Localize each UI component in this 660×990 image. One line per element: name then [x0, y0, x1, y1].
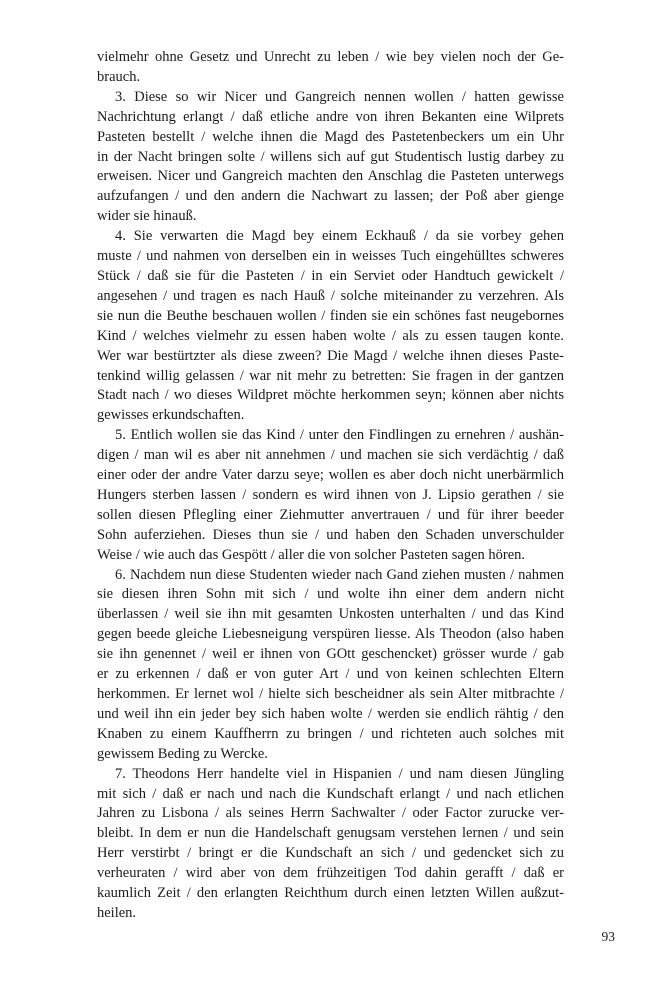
text-line: vielmehr ohne Gesetz und Unrecht zu leben / wie bey vielen noch der Ge-	[97, 49, 564, 65]
paragraph	[97, 227, 564, 426]
text-line: gewissem Beding zu Wercke.	[97, 745, 268, 762]
text-line: wider sie hinauß.	[97, 208, 197, 225]
text-line: kaumlich Zeit / den erlangten Reichthum durch einen letzten Willen außzut-	[97, 885, 564, 902]
text-line: verheuraten / wird aber von dem frühzeitigen Tod dahin gerafft / daß er	[97, 865, 564, 882]
text-line: Jahren zu Lisbona / als seines Herrn Sachwalter / oder Factor zurucke ver-	[97, 805, 564, 822]
text-line: aufzufangen / und den andern die Nachwart zu lassen; der Poß aber gienge	[97, 188, 564, 205]
text-line: angesehen / und tragen es nach Hauß / solche miteinander zu verzehren. Als	[97, 287, 564, 304]
text-line: 7. Theodons Herr handelte viel in Hispanien / und nam diesen Jüngling	[115, 765, 564, 782]
text-line: Kind / welches vielmehr zu essen haben wolte / als zu essen taugen konte.	[97, 327, 564, 344]
text-line: überlassen / weil sie ihn mit gesamten Unkosten unterhalten / und das Kind	[97, 606, 564, 623]
page-number: 93	[601, 929, 615, 944]
text-line: sie nun die Beuthe beschauen wollen / finden sie ein schönes fast neugebornes	[97, 307, 564, 324]
text-line: heilen.	[97, 904, 137, 921]
text-line: 3. Diese so wir Nicer und Gangreich nennen wollen / hatten gewisse	[115, 88, 564, 105]
text-line: herkommen. Er lernet wol / hielte sich bescheidner als sein Alter mitbrachte /	[97, 686, 564, 702]
text-line: er zu erkennen / daß er von guter Art / und von keinen schlechten Eltern	[97, 666, 564, 683]
text-line: Hungers sterben lassen / sondern es wird ihnen von J. Lipsio gerathen / sie	[97, 486, 564, 503]
text-line: brauch.	[97, 68, 141, 85]
text-line: bleibt. In dem er nun die Handelschaft genugsam verstehen lernen / und sein	[97, 825, 564, 842]
paragraph	[97, 566, 564, 765]
text-line: Pasteten bestellt / welche ihnen die Magd des Pastetenbeckers um ein Uhr	[97, 128, 564, 145]
text-line: gegen beede gleiche Liebesneigung verspüren liesse. Als Theodon (also haben	[97, 626, 564, 643]
text-line: einer oder der andre Vater darzu seye; wollen es aber doch nicht unerbärmlich	[97, 467, 564, 484]
text-line: Sohn auferziehen. Dieses thun sie / und haben den Schaden unverschulder	[97, 526, 564, 543]
text-line: Weise / wie auch das Gespött / aller die von solcher Pasteten sagen hören.	[97, 546, 526, 563]
paragraph	[97, 88, 564, 227]
page-text	[97, 48, 564, 924]
text-line: Nachrichtung erlangt / daß etliche andre von ihren Bekanten eine Wilprets	[97, 108, 564, 125]
text-line: mit sich / daß er nach und nach die Kundschaft erlangt / und nach etlichen	[97, 785, 564, 802]
text-line: und weil ihn ein jeder bey sich haben wolte / werden sie endlich rähtig / den	[97, 705, 564, 722]
text-line: 4. Sie verwarten die Magd bey einem Eckhauß / da sie vorbey gehen	[115, 228, 564, 245]
paragraph	[97, 426, 564, 565]
text-line: Wer war bestürtzter als diese zween? Die Magd / welche ihnen dieses Paste-	[97, 347, 564, 364]
text-line: in der Nacht bringen solte / willens sich auf gut Studentisch lustig darbey zu	[97, 148, 564, 165]
text-line: Knaben zu einem Kauffherrn zu bringen / und richteten auch solches mit	[97, 725, 564, 742]
text-line: Herr verstirbt / bringt er die Kundschaft an sich / und gedencket sich zu	[97, 845, 564, 862]
text-line: sie diesen ihren Sohn mit sich / und wolte ihn einer dem andern nicht	[97, 586, 564, 603]
text-line: digen / man wil es aber nit annehmen / und machen sie sich verdächtig / daß	[97, 447, 564, 464]
paragraph	[97, 765, 564, 924]
text-line: 6. Nachdem nun diese Studenten wieder nach Gand ziehen musten / nahmen	[115, 566, 564, 583]
text-line: sie ihn genennet / weil er ihnen von GOtt geschencket) grösser wurde / gab	[97, 646, 564, 663]
text-line: muste / und nahmen von derselben ein in weisses Tuch eingehülltes schweres	[97, 248, 564, 265]
text-line: sollen diesen Pflegling einer Ziehmutter anvertrauen / und für ihrer beeder	[97, 506, 564, 523]
text-line: gewisses erkundschaften.	[97, 407, 245, 424]
text-line: 5. Entlich wollen sie das Kind / unter den Findlingen zu ernehren / aushän-	[115, 427, 564, 444]
text-line: tenkind willig gelassen / war nit mehr zu betretten: Sie fragen in der gantzen	[97, 367, 564, 384]
text-line: erweisen. Nicer und Gangreich machten den Anschlag die Pasteten unterwegs	[97, 168, 564, 185]
text-line: Stadt nach / wo dieses Wildpret möchte herkommen seyn; können aber nichts	[97, 387, 564, 404]
paragraph	[97, 48, 564, 88]
text-line: Stück / daß sie für die Pasteten / in ein Serviet oder Handtuch gewickelt /	[97, 267, 564, 284]
